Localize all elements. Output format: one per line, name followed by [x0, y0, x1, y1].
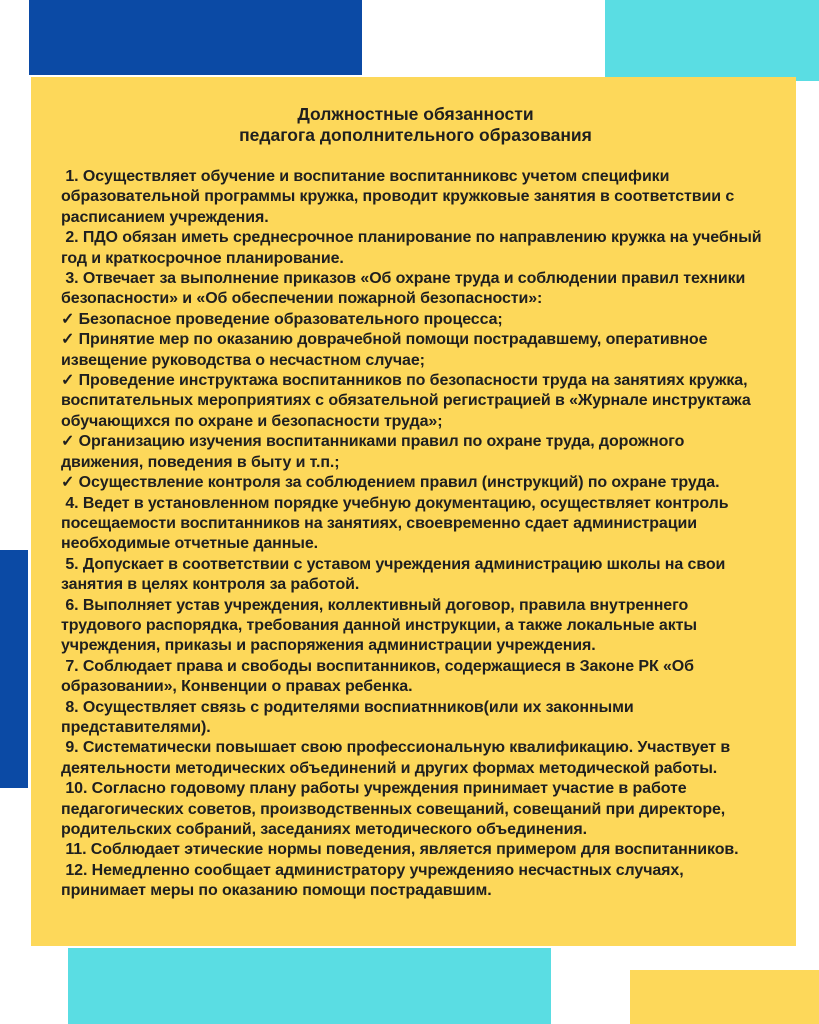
decor-rect-blue-left [0, 550, 28, 788]
duty-paragraph: 5. Допускает в соответствии с уставом учреждения администрацию школы на свои занятия в целях контроля за работой. [61, 555, 730, 594]
decor-rect-blue-top-left [29, 0, 362, 75]
duty-paragraph: ✓ Безопасное проведение образовательного процесса; [61, 310, 503, 328]
duty-paragraph: 12. Немедленно сообщает администратору учрежденияо несчастных случаях, принимает меры по оказанию помощи пострадавшим. [61, 861, 688, 900]
duty-paragraph: 2. ПДО обязан иметь среднесрочное планирование по направлению кружка на учебный год и краткосрочное планирование. [61, 229, 766, 267]
duty-paragraph: ✓ Принятие мер по оказанию доврачебной помощи пострадавшему, оперативное извещение руководства о несчастном случае; [61, 331, 712, 369]
title-line-2: педагога дополнительного образования [239, 125, 592, 145]
duty-paragraph: 3. Отвечает за выполнение приказов «Об охране труда и соблюдении правил техники безопасности» и «Об обеспечении пожарной безопасности»: [61, 270, 750, 308]
duty-paragraph: 6. Выполняет устав учреждения, коллективный договор, правила внутреннего трудового распорядка, требования данной инструкции, а также локальные акты учреждения, приказы и распоряжения администрации учреждения. [61, 596, 702, 655]
duty-paragraph: ✓ Осуществление контроля за соблюдением правил (инструкций) по охране труда. [61, 474, 720, 492]
duty-paragraph: 4. Ведет в установленном порядке учебную документацию, осуществляет контроль посещаемости воспитанников на занятиях, своевременно сдает администрации необходимые отчетные данные. [61, 494, 733, 553]
duty-paragraph: 7. Соблюдает права и свободы воспитанников, содержащиеся в Законе РК «Об образовании», Конвенции о правах ребенка. [61, 657, 699, 696]
duty-paragraph: 8. Осуществляет связь с родителями воспиатнников(или их законными представителями). [61, 698, 638, 736]
duty-paragraph: ✓ Организацию изучения воспитанниками правил по охране труда, дорожного движения, поведения в быту и т.п.; [61, 433, 689, 471]
duties-list [61, 167, 770, 902]
duty-paragraph: 10. Согласно годовому плану работы учреждения принимает участие в работе педагогических советов, производственных совещаний, совещаний при директоре, родительских собраний, заседаниях методического объединения. [61, 780, 730, 838]
decor-rect-cyan-top-right [605, 0, 819, 81]
title-line-1: Должностные обязанности [297, 104, 534, 124]
duty-paragraph: 11. Соблюдает этические нормы поведения, является примером для воспитанников. [61, 841, 739, 859]
duties-card [31, 77, 796, 946]
duty-paragraph: 1. Осуществляет обучение и воспитание воспитанниковс учетом специфики образовательной программы кружка, проводит кружковые занятия в соответствии с расписанием учреждения. [61, 168, 739, 226]
page-title [61, 104, 770, 146]
decor-rect-yellow-bottom-right [630, 970, 819, 1024]
decor-rect-cyan-bottom [68, 948, 551, 1024]
duty-paragraph: 9. Систематически повышает свою профессиональную квалификацию. Участвует в деятельности методических объединений и других формах методической работы. [61, 739, 735, 777]
duty-paragraph: ✓ Проведение инструктажа воспитанников по безопасности труда на занятиях кружка, воспитательных мероприятиях с обязательной регистрацией в «Журнале инструктажа обучающихся по охране и безопасности труда»; [61, 372, 756, 430]
